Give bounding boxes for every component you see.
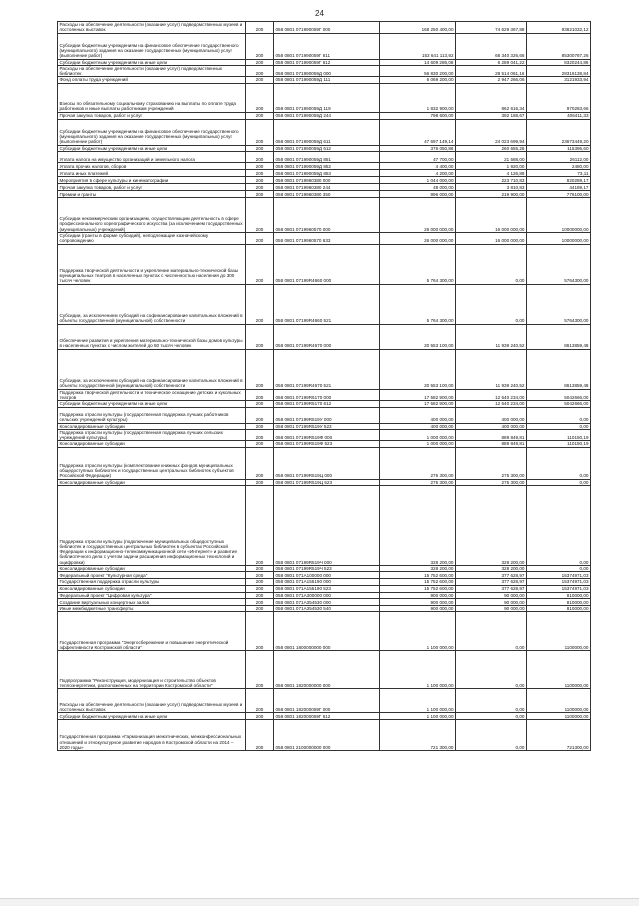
row-unexecuted-amount-cell: 1100000,00 [527,651,591,689]
row-name-cell: Консолидированные субсидии [58,441,246,447]
row-budget-classification-cell: 058 0801 071990059Д 119 [274,83,380,112]
row-name-cell: Консолидированные субсидии [58,585,246,592]
row-ved-code-cell: 200 [246,163,274,170]
row-budget-classification-cell: 058 0801 071A354530 540 [274,605,380,611]
row-ved-code-cell: 200 [246,713,274,720]
row-name-cell: Подпрограмма "Реконструкция, модернизация и строительство объектов теплоэнергетики, расположенных на территории Костромской области" [58,651,246,689]
row-approved-amount-cell: 17 582 900,00 [380,389,456,401]
row-unexecuted-amount-cell: 93621032,12 [527,22,591,34]
row-approved-amount-cell: 17 582 900,00 [380,401,456,407]
row-executed-amount-cell: 275 300,00 [456,479,527,485]
row-budget-classification-cell: 058 0801 071A300000 000 [274,592,380,598]
table-row [58,119,591,145]
row-ved-code-cell: 200 [246,22,274,34]
row-executed-amount-cell: 328 200,00 [456,566,527,572]
row-executed-amount-cell: 862 616,34 [456,83,527,112]
row-approved-amount-cell: 4 200,00 [380,170,456,177]
table-row [58,191,591,198]
row-name-cell: Государственная программа "Энергосбережение и повышение энергетической эффективности Костромской области" [58,612,246,651]
row-approved-amount-cell: 20 553 100,00 [380,324,456,349]
row-name-cell: Поддержка отрасли культуры (государственная поддержка лучших сельских учреждений культуры) [58,429,246,441]
row-unexecuted-amount-cell: 1100000,00 [527,713,591,720]
row-executed-amount-cell: 0,00 [456,651,527,689]
table-row [58,233,591,245]
row-ved-code-cell: 200 [246,579,274,585]
budget-table-body [58,22,591,751]
row-ved-code-cell: 200 [246,612,274,651]
row-approved-amount-cell: 26 000 000,00 [380,233,456,245]
row-ved-code-cell: 200 [246,401,274,407]
row-name-cell: Консолидированные субсидии [58,423,246,429]
table-row [58,65,591,77]
row-budget-classification-cell: 058 0801 182000059Г 612 [274,713,380,720]
row-budget-classification-cell: 058 0801 0719960570 633 [274,233,380,245]
row-budget-classification-cell: 058 0801 07199R519Ч 000 [274,486,380,566]
row-unexecuted-amount-cell: 820289,17 [527,177,591,184]
row-executed-amount-cell: 377 628,97 [456,585,527,592]
row-name-cell: Субсидии бюджетным учреждениям на финансовое обеспечение государственного (муниципального) задания на оказание государственных (муниципальных) услуг (выполнение работ) [58,33,246,59]
row-ved-code-cell: 200 [246,233,274,245]
table-row [58,170,591,177]
row-budget-classification-cell: 058 0801 0719960380 350 [274,191,380,198]
table-row [58,572,591,579]
row-budget-classification-cell: 058 0801 071990059Д 852 [274,163,380,170]
row-ved-code-cell: 200 [246,191,274,198]
row-approved-amount-cell: 14 609 286,08 [380,59,456,65]
row-executed-amount-cell: 223 710,83 [456,177,527,184]
row-unexecuted-amount-cell: 26112,00 [527,152,591,163]
row-approved-amount-cell: 153 641 113,92 [380,33,456,59]
row-budget-classification-cell: 058 0801 07199R4660 521 [274,284,380,324]
row-name-cell: Расходы на обеспечение деятельности (оказание услуг) подведомственных библиотек [58,65,246,77]
row-unexecuted-amount-cell: 23673449,20 [527,119,591,145]
row-unexecuted-amount-cell: 0,00 [527,479,591,485]
row-budget-classification-cell: 058 0801 0719960380 000 [274,177,380,184]
row-unexecuted-amount-cell: 0,00 [527,407,591,423]
row-executed-amount-cell: 392 188,67 [456,112,527,119]
table-row [58,33,591,59]
row-budget-classification-cell: 058 0801 071A354530 000 [274,598,380,605]
row-name-cell: Субсидии, за исключением субсидий на софинансирование капитальных вложений в объекты государственной (муниципальной) собственности [58,284,246,324]
row-name-cell: Уплата прочих налогов, сборов [58,163,246,170]
row-unexecuted-amount-cell: 810000,00 [527,592,591,598]
row-unexecuted-amount-cell: 8613859,48 [527,324,591,349]
row-approved-amount-cell: 996 000,00 [380,191,456,198]
table-row [58,324,591,349]
row-budget-classification-cell: 058 0801 071990059Г 000 [274,22,380,34]
row-budget-classification-cell: 058 0801 07199R5170 612 [274,401,380,407]
table-row [58,389,591,401]
row-ved-code-cell: 200 [246,33,274,59]
row-ved-code-cell: 200 [246,598,274,605]
row-unexecuted-amount-cell: 15374971,03 [527,579,591,585]
row-executed-amount-cell: 400 000,00 [456,423,527,429]
table-row [58,184,591,191]
row-ved-code-cell: 200 [246,244,274,284]
row-budget-classification-cell: 058 0801 071990059Д 853 [274,170,380,177]
row-approved-amount-cell: 1 832 900,00 [380,83,456,112]
row-budget-classification-cell: 058 0801 0719960570 000 [274,198,380,233]
row-unexecuted-amount-cell: 3121933,94 [527,77,591,83]
row-approved-amount-cell: 328 200,00 [380,566,456,572]
row-budget-classification-cell: 058 0801 07199R519Ф 000 [274,429,380,441]
row-executed-amount-cell: 3 810,83 [456,184,527,191]
row-approved-amount-cell: 47 700,00 [380,152,456,163]
row-ved-code-cell: 200 [246,177,274,184]
row-unexecuted-amount-cell: 5042666,00 [527,389,591,401]
row-name-cell: Иные межбюджетные трансферты [58,605,246,611]
table-row [58,145,591,151]
row-unexecuted-amount-cell: 28316138,84 [527,65,591,77]
row-name-cell: Субсидии бюджетным учреждениям на иные цели [58,59,246,65]
row-name-cell: Субсидии бюджетным учреждениям на финансовое обеспечение государственного (муниципального) задания на оказание государственных (муниципальных) услуг (выполнение работ) [58,119,246,145]
row-approved-amount-cell: 48 000,00 [380,184,456,191]
row-executed-amount-cell: 2 947 266,06 [456,77,527,83]
row-name-cell: Уплата налога на имущество организаций и земельного налога [58,152,246,163]
row-ved-code-cell: 200 [246,77,274,83]
row-approved-amount-cell: 47 697 149,14 [380,119,456,145]
row-executed-amount-cell: 0,00 [456,713,527,720]
row-approved-amount-cell: 900 000,00 [380,605,456,611]
row-unexecuted-amount-cell: 8320244,86 [527,59,591,65]
table-row [58,198,591,233]
table-row [58,720,591,751]
table-row [58,612,591,651]
table-row [58,59,591,65]
row-budget-classification-cell: 058 0801 07199R519Ц 523 [274,479,380,485]
row-unexecuted-amount-cell: 110150,19 [527,441,591,447]
table-row [58,177,591,184]
table-row [58,407,591,423]
table-row [58,152,591,163]
row-ved-code-cell: 200 [246,184,274,191]
row-budget-classification-cell: 058 0801 07199R519У 523 [274,423,380,429]
row-budget-classification-cell: 058 0801 07199R5170 000 [274,389,380,401]
row-ved-code-cell: 200 [246,585,274,592]
row-executed-amount-cell: 68 340 326,66 [456,33,527,59]
budget-report-sheet [57,21,590,751]
row-approved-amount-cell: 4 400,00 [380,163,456,170]
row-approved-amount-cell: 5 764 300,00 [380,244,456,284]
table-row [58,284,591,324]
row-ved-code-cell: 200 [246,59,274,65]
row-executed-amount-cell: 74 629 367,88 [456,22,527,34]
row-unexecuted-amount-cell: 1100000,00 [527,689,591,713]
row-ved-code-cell: 200 [246,429,274,441]
table-row [58,163,591,170]
row-approved-amount-cell: 26 000 000,00 [380,198,456,233]
row-name-cell: Консолидированные субсидии [58,479,246,485]
row-approved-amount-cell: 1 100 000,00 [380,651,456,689]
row-unexecuted-amount-cell: 10000000,00 [527,198,591,233]
row-unexecuted-amount-cell: 5764300,00 [527,284,591,324]
row-approved-amount-cell: 15 752 600,00 [380,585,456,592]
row-ved-code-cell: 200 [246,605,274,611]
row-name-cell: Премии и гранты [58,191,246,198]
row-budget-classification-cell: 058 0801 071990059Д 851 [274,152,380,163]
row-ved-code-cell: 200 [246,198,274,233]
row-name-cell: Субсидии некоммерческим организациям, осуществляющим деятельность в сфере профессионального хореографического искусства (за исключением государственных (муниципальных) учреждений) [58,198,246,233]
row-executed-amount-cell: 400 000,00 [456,407,527,423]
row-executed-amount-cell: 1 920,00 [456,163,527,170]
row-unexecuted-amount-cell: 2480,00 [527,163,591,170]
row-approved-amount-cell: 1 000 000,00 [380,429,456,441]
row-budget-classification-cell: 058 0801 071A155190 523 [274,585,380,592]
row-name-cell: Субсидии, за исключением субсидий на софинансирование капитальных вложений в объекты государственной (муниципальной) собственности [58,349,246,389]
row-ved-code-cell: 200 [246,720,274,751]
row-unexecuted-amount-cell: 970283,66 [527,83,591,112]
row-name-cell: Расходы на обеспечение деятельности (оказание услуг) подведомственных музеев и постоянных выставок [58,22,246,34]
row-ved-code-cell: 200 [246,324,274,349]
table-row [58,598,591,605]
row-executed-amount-cell: 11 939 240,52 [456,349,527,389]
row-budget-classification-cell: 058 0801 182000059Г 000 [274,689,380,713]
row-ved-code-cell: 200 [246,566,274,572]
row-unexecuted-amount-cell: 810000,00 [527,598,591,605]
row-name-cell: Расходы на обеспечение деятельности (оказание услуг) подведомственных музеев и постоянных выставок [58,689,246,713]
row-name-cell: Федеральный проект "Цифровая культура" [58,592,246,598]
table-row [58,112,591,119]
row-unexecuted-amount-cell: 810000,00 [527,605,591,611]
row-budget-classification-cell: 058 0801 07199R519Ч 523 [274,566,380,572]
row-executed-amount-cell: 889 849,81 [456,441,527,447]
row-unexecuted-amount-cell: 776100,00 [527,191,591,198]
row-executed-amount-cell: 24 023 699,94 [456,119,527,145]
row-name-cell: Субсидии бюджетным учреждениям на иные цели [58,145,246,151]
row-name-cell: Консолидированные субсидии [58,566,246,572]
table-row [58,429,591,441]
table-row [58,349,591,389]
row-executed-amount-cell: 328 200,00 [456,486,527,566]
row-approved-amount-cell: 168 250 400,00 [380,22,456,34]
row-budget-classification-cell: 058 0801 1800000000 000 [274,612,380,651]
row-executed-amount-cell: 0,00 [456,689,527,713]
table-row [58,579,591,585]
row-approved-amount-cell: 20 553 100,00 [380,349,456,389]
row-name-cell: Субсидии бюджетным учреждениям на иные цели [58,401,246,407]
row-unexecuted-amount-cell: 1100000,00 [527,612,591,651]
table-row [58,447,591,479]
table-row [58,401,591,407]
page-number: 24 [315,9,324,18]
row-unexecuted-amount-cell: 8613859,48 [527,349,591,389]
table-row [58,22,591,34]
table-row [58,689,591,713]
row-approved-amount-cell: 798 600,00 [380,112,456,119]
row-executed-amount-cell: 16 000 000,00 [456,198,527,233]
row-ved-code-cell: 200 [246,152,274,163]
row-name-cell: Мероприятия в сфере культуры и кинематографии [58,177,246,184]
table-row [58,585,591,592]
row-unexecuted-amount-cell: 0,00 [527,486,591,566]
row-budget-classification-cell: 058 0801 071990059Д 612 [274,145,380,151]
row-name-cell: Поддержка творческой деятельности и укрепление материально-технической базы муниципальных театров в населенных пунктах с численностью населения до 300 тысяч человек [58,244,246,284]
row-approved-amount-cell: 6 069 200,00 [380,77,456,83]
row-name-cell: Поддержка творческой деятельности и техническое оснащение детских и кукольных театров [58,389,246,401]
row-ved-code-cell: 200 [246,112,274,119]
row-name-cell: Государственная программа «Гармонизация межэтнических, межконфессиональных отношений и этнокультурное развитие народов в Костромской области на 2014 – 2020 годы» [58,720,246,751]
row-name-cell: Федеральный проект "Культурная среда" [58,572,246,579]
row-approved-amount-cell: 721 300,00 [380,720,456,751]
row-approved-amount-cell: 15 752 600,00 [380,572,456,579]
row-budget-classification-cell: 058 0801 071990059Г 612 [274,59,380,65]
row-executed-amount-cell: 12 540 234,00 [456,401,527,407]
row-budget-classification-cell: 058 0801 071A100000 000 [274,572,380,579]
row-executed-amount-cell: 0,00 [456,720,527,751]
row-ved-code-cell: 200 [246,572,274,579]
row-name-cell: Субсидии (гранты в форме субсидий), неподлежащие казначейскому сопровождению [58,233,246,245]
row-executed-amount-cell: 377 628,97 [456,579,527,585]
row-name-cell: Поддержка отрасли культуры (подключение муниципальных общедоступных библиотек и государственных центральных библиотек в субъектах Российской Федерации к информационно-телекоммуникационной сети «Интернет» и развитие библиотечного дела с учетом задачи расширения информационных технологий и оцифровки) [58,486,246,566]
row-name-cell: Субсидии бюджетным учреждениям на иные цели [58,713,246,720]
row-unexecuted-amount-cell: 110150,19 [527,429,591,441]
row-executed-amount-cell: 12 540 234,00 [456,389,527,401]
row-unexecuted-amount-cell: 15374971,03 [527,572,591,579]
row-executed-amount-cell: 90 000,00 [456,605,527,611]
table-row [58,651,591,689]
row-budget-classification-cell: 058 0801 07199R519Ф 523 [274,441,380,447]
row-budget-classification-cell: 058 0801 07199R4670 000 [274,324,380,349]
row-approved-amount-cell: 275 300,00 [380,479,456,485]
row-executed-amount-cell: 28 514 061,16 [456,65,527,77]
row-ved-code-cell: 200 [246,689,274,713]
row-approved-amount-cell: 1 100 000,00 [380,713,456,720]
row-name-cell: Обеспечение развития и укрепления материально-технической базы домов культуры в населенных пунктах с числом жителей до 50 тысяч человек [58,324,246,349]
row-budget-classification-cell: 058 0801 0719960380 244 [274,184,380,191]
row-ved-code-cell: 200 [246,423,274,429]
row-executed-amount-cell: 90 000,00 [456,598,527,605]
row-budget-classification-cell: 058 0801 1820000000 000 [274,651,380,689]
row-ved-code-cell: 200 [246,389,274,401]
row-budget-classification-cell: 058 0801 071990059Д 244 [274,112,380,119]
row-ved-code-cell: 200 [246,651,274,689]
row-unexecuted-amount-cell: 721300,00 [527,720,591,751]
row-name-cell: Уплата иных платежей [58,170,246,177]
row-name-cell: Создание виртуальных концертных залов [58,598,246,605]
row-executed-amount-cell: 275 300,00 [456,447,527,479]
row-ved-code-cell: 200 [246,441,274,447]
row-budget-classification-cell: 058 0801 071990059Д 000 [274,65,380,77]
row-unexecuted-amount-cell: 5042666,00 [527,401,591,407]
table-row [58,486,591,566]
table-row [58,713,591,720]
row-approved-amount-cell: 1 100 000,00 [380,689,456,713]
row-unexecuted-amount-cell: 44189,17 [527,184,591,191]
row-unexecuted-amount-cell: 73,11 [527,170,591,177]
row-executed-amount-cell: 6 289 041,22 [456,59,527,65]
row-approved-amount-cell: 56 830 200,00 [380,65,456,77]
row-approved-amount-cell: 328 200,00 [380,486,456,566]
row-executed-amount-cell: 90 000,00 [456,592,527,598]
row-name-cell: Прочая закупка товаров, работ и услуг [58,184,246,191]
row-budget-classification-cell: 058 0801 07199R519У 000 [274,407,380,423]
row-budget-classification-cell: 058 0801 07199R4660 000 [274,244,380,284]
row-executed-amount-cell: 377 628,97 [456,572,527,579]
row-approved-amount-cell: 900 000,00 [380,598,456,605]
row-executed-amount-cell: 219 900,00 [456,191,527,198]
row-approved-amount-cell: 275 300,00 [380,447,456,479]
row-name-cell: Поддержка отрасли культуры (государственная поддержка лучших работников сельских учреждений культуры) [58,407,246,423]
row-approved-amount-cell: 400 000,00 [380,407,456,423]
row-unexecuted-amount-cell: 10000000,00 [527,233,591,245]
row-ved-code-cell: 200 [246,284,274,324]
row-ved-code-cell: 200 [246,592,274,598]
row-approved-amount-cell: 376 050,86 [380,145,456,151]
row-approved-amount-cell: 1 100 000,00 [380,612,456,651]
row-budget-classification-cell: 058 0801 2100000000 000 [274,720,380,751]
row-unexecuted-amount-cell: 85300787,26 [527,33,591,59]
row-unexecuted-amount-cell: 0,00 [527,566,591,572]
row-approved-amount-cell: 5 764 300,00 [380,284,456,324]
row-approved-amount-cell: 1 044 000,00 [380,177,456,184]
row-ved-code-cell: 200 [246,349,274,389]
budget-execution-table [57,21,591,751]
row-executed-amount-cell: 0,00 [456,284,527,324]
row-budget-classification-cell: 058 0801 071990059Д 611 [274,119,380,145]
row-ved-code-cell: 200 [246,83,274,112]
row-ved-code-cell: 200 [246,119,274,145]
row-ved-code-cell: 200 [246,447,274,479]
row-ved-code-cell: 200 [246,145,274,151]
row-ved-code-cell: 200 [246,407,274,423]
table-row [58,83,591,112]
row-name-cell: Фонд оплаты труда учреждений [58,77,246,83]
row-unexecuted-amount-cell: 0,00 [527,423,591,429]
row-ved-code-cell: 200 [246,486,274,566]
row-executed-amount-cell: 0,00 [456,612,527,651]
row-unexecuted-amount-cell: 5764300,00 [527,244,591,284]
row-executed-amount-cell: 16 000 000,00 [456,233,527,245]
table-row [58,244,591,284]
row-unexecuted-amount-cell: 406411,33 [527,112,591,119]
row-executed-amount-cell: 0,00 [456,244,527,284]
row-unexecuted-amount-cell: 115395,60 [527,145,591,151]
row-executed-amount-cell: 11 939 240,52 [456,324,527,349]
row-unexecuted-amount-cell: 15374971,03 [527,585,591,592]
row-name-cell: Взносы по обязательному социальному страхованию на выплаты по оплате труда работников и иные выплаты работникам учреждений [58,83,246,112]
row-executed-amount-cell: 21 588,00 [456,152,527,163]
row-ved-code-cell: 200 [246,65,274,77]
row-budget-classification-cell: 058 0801 07199R519Ц 000 [274,447,380,479]
row-name-cell: Прочая закупка товаров, работ и услуг [58,112,246,119]
row-executed-amount-cell: 4 126,89 [456,170,527,177]
row-budget-classification-cell: 058 0801 071990059Д 111 [274,77,380,83]
row-executed-amount-cell: 260 655,26 [456,145,527,151]
row-executed-amount-cell: 889 849,81 [456,429,527,441]
row-budget-classification-cell: 058 0801 071A155190 000 [274,579,380,585]
row-ved-code-cell: 200 [246,170,274,177]
row-budget-classification-cell: 058 0801 071990059Г 611 [274,33,380,59]
row-unexecuted-amount-cell: 0,00 [527,447,591,479]
row-budget-classification-cell: 058 0801 07199R4670 521 [274,349,380,389]
row-name-cell: Государственная поддержка отрасли культуры [58,579,246,585]
row-approved-amount-cell: 900 000,00 [380,592,456,598]
row-approved-amount-cell: 400 000,00 [380,423,456,429]
row-name-cell: Поддержка отрасли культуры (комплектование книжных фондов муниципальных общедоступных библиотек и государственных центральных библиотек субъектов Российской Федерации) [58,447,246,479]
table-row [58,592,591,598]
row-approved-amount-cell: 1 000 000,00 [380,441,456,447]
row-ved-code-cell: 200 [246,479,274,485]
row-approved-amount-cell: 15 752 600,00 [380,579,456,585]
